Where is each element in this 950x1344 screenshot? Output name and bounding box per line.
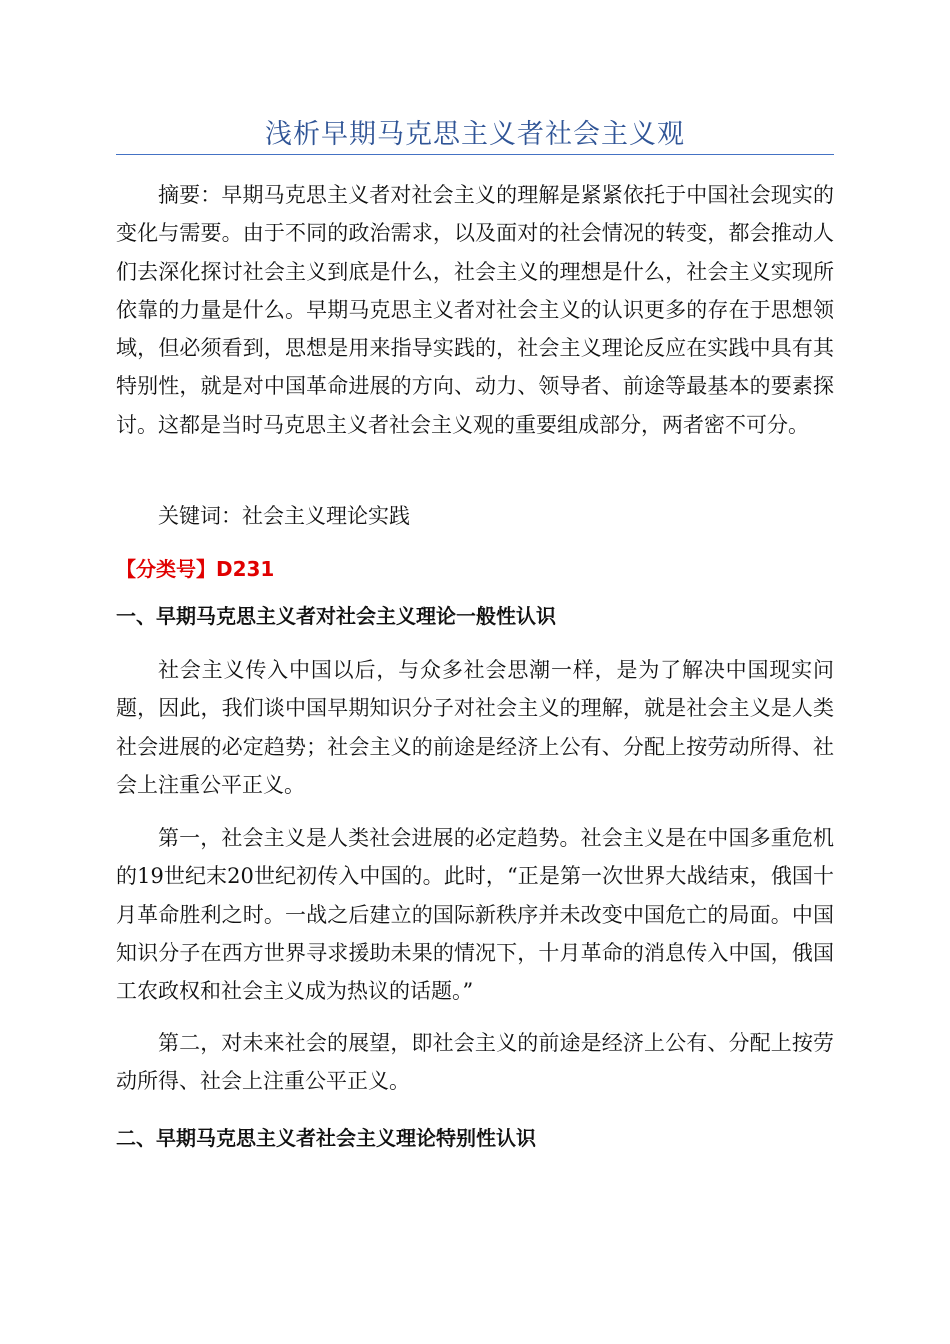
body-paragraph: 社会主义传入中国以后，与众多社会思潮一样，是为了解决中国现实问题，因此，我们谈中国早期知识分子对社会主义的理解，就是社会主义是人类社会进展的必定趋势；社会主义的前途是经济上公有、分配上按劳动所得、社会上注重公平正义。 bbox=[116, 658, 834, 797]
keywords-line: 关键词：社会主义理论实践 bbox=[158, 504, 410, 528]
title-underline bbox=[116, 154, 834, 155]
classification-number: 【分类号】D231 bbox=[116, 557, 275, 581]
document-title: 浅析早期马克思主义者社会主义观 bbox=[265, 119, 685, 150]
abstract-paragraph: 摘要：早期马克思主义者对社会主义的理解是紧紧依托于中国社会现实的变化与需要。由于不同的政治需求，以及面对的社会情况的转变，都会推动人们去深化探讨社会主义到底是什么，社会主义的理想是什么，社会主义实现所依靠的力量是什么。早期马克思主义者对社会主义的认识更多的存在于思想领域，但必须看到，思想是用来指导实践的，社会主义理论反应在实践中具有其特别性，就是对中国革命进展的方向、动力、领导者、前途等最基本的要素探讨。这都是当时马克思主义者社会主义观的重要组成部分，两者密不可分。 bbox=[116, 183, 834, 437]
body-paragraph: 第一，社会主义是人类社会进展的必定趋势。社会主义是在中国多重危机的19世纪末20世纪初传入中国的。此时，“正是第一次世界大战结束，俄国十月革命胜利之时。一战之后建立的国际新秩序并未改变中国危亡的局面。中国知识分子在西方世界寻求援助未果的情况下，十月革命的消息传入中国，俄国工农政权和社会主义成为热议的话题。” bbox=[116, 826, 834, 1004]
section-heading-2: 二、早期马克思主义者社会主义理论特别性认识 bbox=[116, 1126, 536, 1150]
section-heading-1: 一、早期马克思主义者对社会主义理论一般性认识 bbox=[116, 604, 556, 628]
body-paragraph: 第二，对未来社会的展望，即社会主义的前途是经济上公有、分配上按劳动所得、社会上注重公平正义。 bbox=[116, 1031, 834, 1094]
